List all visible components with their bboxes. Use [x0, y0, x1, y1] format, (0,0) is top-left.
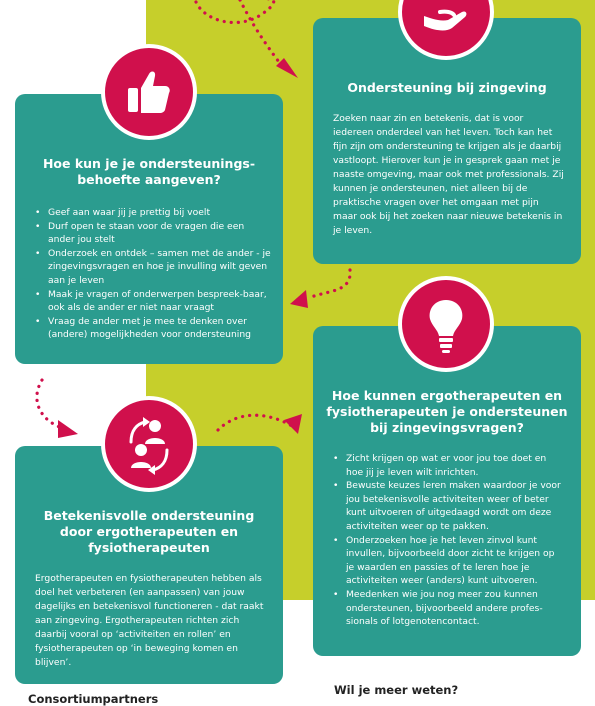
arrowhead-left [58, 420, 78, 438]
icon-circle-hand [398, 0, 494, 60]
card-title-line: Hoe kun je je ondersteunings- [42, 156, 256, 171]
footer-heading-consortium: Consortiumpartners [28, 692, 159, 706]
card-title-line: Hoe kunnen ergotherapeuten en [331, 388, 563, 403]
list-item: • Meedenken wie jou nog meer zou kunnen ondersteunen, bijvoorbeeld andere profes-sionals of lotgenotencontact. [333, 588, 565, 629]
icon-circle-thumbs-up [101, 44, 197, 140]
list-item: • Durf open te staan voor de vragen die een ander jou stelt [35, 220, 273, 247]
list-item: • Geef aan waar jij je prettig bij voelt [35, 206, 273, 220]
card-title-line: fysiotherapeuten je ondersteunen [326, 404, 568, 419]
hand-icon [402, 0, 490, 56]
thumbs-up-icon [105, 48, 193, 136]
card-title-line: bij zingevingsvragen? [370, 420, 524, 435]
dotted-arrow-bottom [218, 415, 292, 430]
list-item: • Maak je vragen of onderwerpen bespreek-baar, ook als de ander er niet naar vraagt [35, 288, 273, 315]
card-body-text: Zoeken naar zin en betekenis, dat is voor iedereen onderdeel van het leven. Toch kan het fijn zijn om ondersteuning te krijgen als je daarbij vastloopt. Hierover kun je in gesprek gaan met je naaste omgeving, maar ook met professionals. Zij kunnen je ondersteunen, niet alleen bij de praktische vragen over het omgaan met pijn maar ook bij het zoeken naar nieuwe betekenis in je leven. [333, 113, 564, 236]
list-item: • Onderzoek en ontdek – samen met de ander - je zingevingsvragen en hoe je invulling wilt geven aan je leven [35, 247, 273, 288]
arrowhead-top [276, 58, 298, 78]
card-title: Ondersteuning bij zingeving [347, 80, 547, 95]
card-body-text: Ergotherapeuten en fysiotherapeuten hebben als doel het verbeteren (en aanpassen) van jouw dagelijks en betekenisvol functioneren - dat raakt aan zingeving. Ergotherapeuten richten zich daarbij vooral op ‘activiteiten en rollen’ en fysiotherapeuten op ‘in beweging komen en blijven’. [35, 573, 264, 668]
card-title-line: Betekenisvolle ondersteuning [43, 508, 255, 523]
dotted-arrow-top [240, 0, 285, 70]
list-item: • Zicht krijgen op wat er voor jou toe doet en hoe jij je leven wilt inrichten. [333, 452, 565, 479]
card-therapeuten-ondersteunen [313, 326, 581, 656]
card-title-line: fysiotherapeuten [88, 540, 210, 555]
footer-heading-meer-weten: Wil je meer weten? [334, 683, 459, 697]
people-cycle-icon [105, 400, 193, 488]
card-title [15, 156, 283, 188]
arrowhead-middle [290, 290, 308, 308]
card-title [15, 508, 283, 556]
dotted-arrow-top-loop [196, 0, 274, 23]
card-bullet-list [35, 206, 273, 342]
card-title [313, 388, 581, 436]
card-bullet-list [333, 452, 565, 629]
list-item: • Onderzoeken hoe je het leven zinvol kunt invullen, bijvoorbeeld door zicht te krijgen op je waarden en passies of te leren hoe je activiteiten weer (anders) kunt uitvoeren. [333, 534, 565, 588]
list-item: • Vraag de ander met je mee te denken over (andere) mogelijkheden voor ondersteuning [35, 315, 273, 342]
lightbulb-icon [402, 280, 490, 368]
dotted-arrow-middle [308, 270, 350, 298]
icon-circle-people-cycle [101, 396, 197, 492]
icon-circle-lightbulb [398, 276, 494, 372]
card-title-line: behoefte aangeven? [77, 172, 221, 187]
card-title-line: door ergotherapeuten en [59, 524, 239, 539]
list-item: • Bewuste keuzes leren maken waardoor je voor jou betekenisvolle activiteiten weer of beter kunt uitvoeren of uitgedaagd wordt om deze activiteiten weer op te pakken. [333, 479, 565, 533]
arrowhead-bottom [284, 414, 302, 434]
